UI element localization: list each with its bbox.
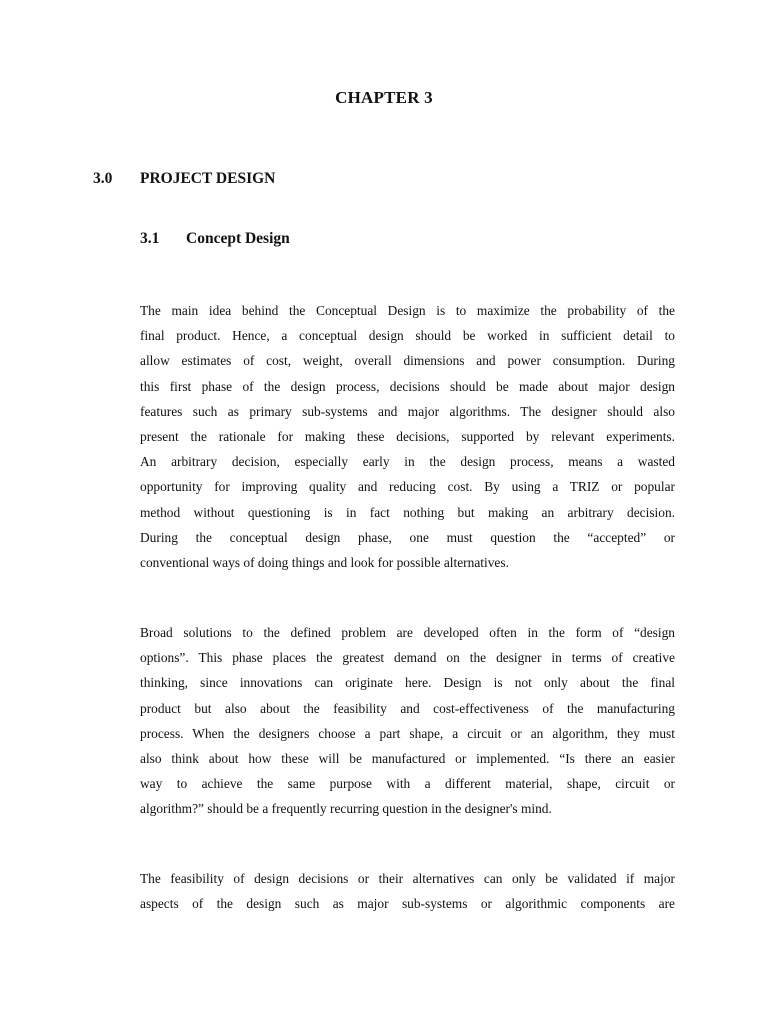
paragraph-line: product but also about the feasibility and cost-effectiveness of the manufacturing: [140, 700, 675, 716]
paragraph-line: options”. This phase places the greatest demand on the designer in terms of creative: [140, 650, 675, 666]
paragraph-line: this first phase of the design process, decisions should be made about major design: [140, 378, 675, 394]
paragraph-line: also think about how these will be manufactured or implemented. “Is there an easier: [140, 751, 675, 767]
paragraph-3: [140, 866, 675, 916]
paragraph-line: present the rationale for making these decisions, supported by relevant experiments.: [140, 429, 675, 445]
paragraph-line: process. When the designers choose a part shape, a circuit or an algorithm, they must: [140, 725, 675, 741]
paragraph-line: The main idea behind the Conceptual Design is to maximize the probability of the: [140, 303, 675, 318]
paragraph-line: way to achieve the same purpose with a different material, shape, circuit or: [140, 776, 675, 792]
paragraph-line: During the conceptual design phase, one must question the “accepted” or: [140, 529, 675, 545]
paragraph-line: final product. Hence, a conceptual design should be worked in sufficient detail to: [140, 328, 675, 344]
section-number: 3.0: [93, 170, 113, 187]
paragraph-line: aspects of the design such as major sub-systems or algorithmic components are: [140, 896, 675, 912]
paragraph-line: Broad solutions to the defined problem are developed often in the form of “design: [140, 625, 675, 640]
subsection-number: 3.1: [140, 230, 160, 247]
chapter-title: CHAPTER 3: [335, 88, 433, 107]
paragraph-1: [140, 298, 675, 575]
paragraph-line: allow estimates of cost, weight, overall dimensions and power consumption. During: [140, 353, 675, 369]
paragraph-2: [140, 620, 675, 822]
paragraph-line: algorithm?” should be a frequently recurring question in the designer's mind.: [140, 801, 552, 817]
subsection-title: Concept Design: [186, 230, 290, 247]
paragraph-line: conventional ways of doing things and look for possible alternatives.: [140, 555, 509, 571]
paragraph-line: An arbitrary decision, especially early in the design process, means a wasted: [140, 454, 675, 470]
paragraph-line: features such as primary sub-systems and major algorithms. The designer should also: [140, 403, 675, 419]
paragraph-line: opportunity for improving quality and reducing cost. By using a TRIZ or popular: [140, 479, 675, 495]
subsection-heading: [140, 230, 290, 248]
paragraph-line: The feasibility of design decisions or their alternatives can only be validated if major: [140, 871, 675, 886]
paragraph-line: thinking, since innovations can originate here. Design is not only about the final: [140, 675, 675, 691]
section-heading: [93, 170, 275, 188]
section-title: PROJECT DESIGN: [140, 170, 276, 187]
paragraph-line: method without questioning is in fact nothing but making an arbitrary decision.: [140, 504, 675, 520]
